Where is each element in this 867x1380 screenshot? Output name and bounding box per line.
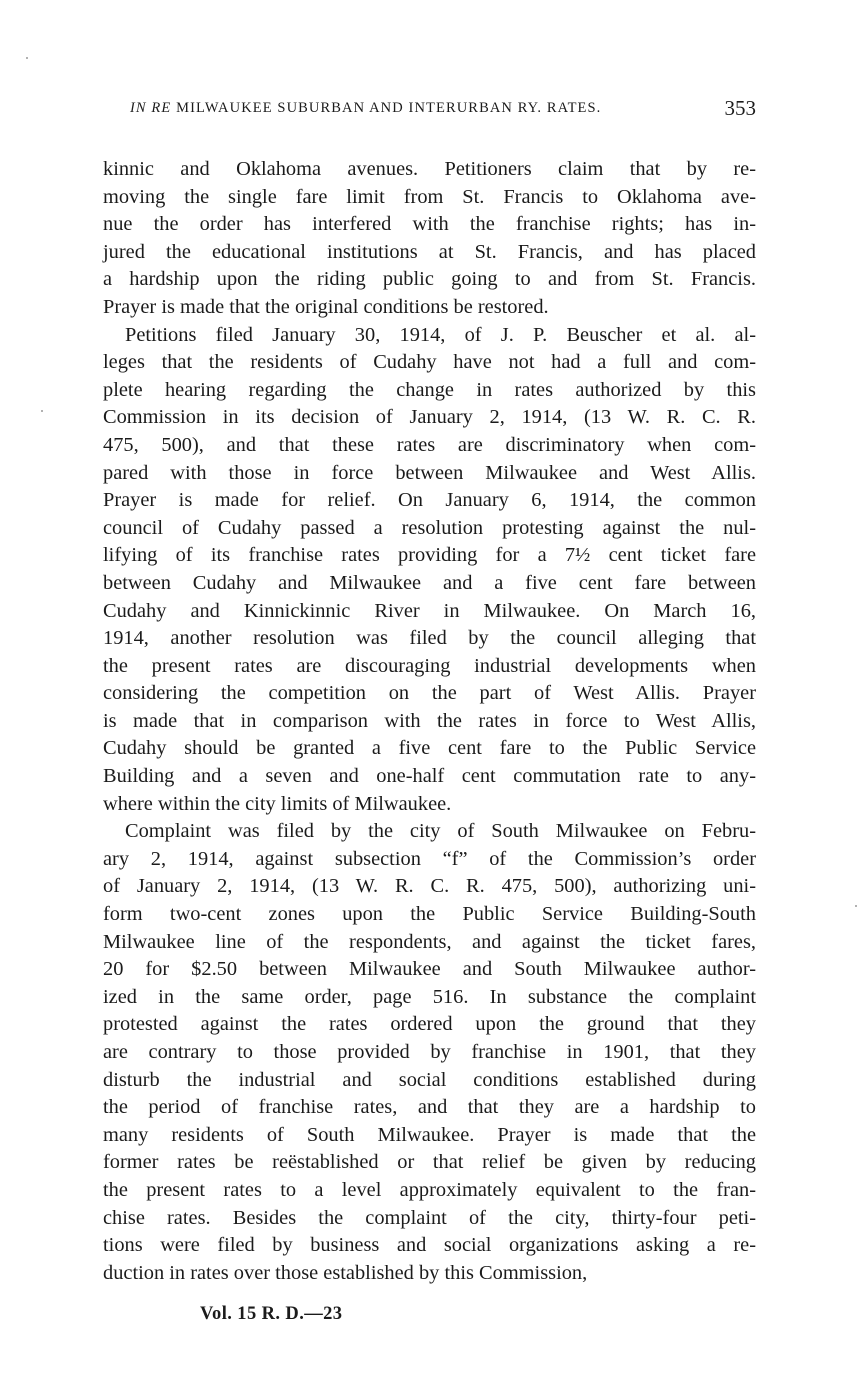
text-line: jured the educational institutions at St. Francis, and has placed [103,240,756,263]
text-line: considering the competition on the part of West Allis. Prayer [103,682,756,705]
signature-line: Vol. 15 R. D.—23 [200,1304,343,1324]
text-line: Milwaukee line of the respondents, and against the ticket fares, [103,930,756,953]
text-line: Prayer is made that the original conditions be restored. [103,295,549,318]
text-line: nue the order has interfered with the franchise rights; has in- [103,213,756,236]
text-line: Prayer is made for relief. On January 6, 1914, the common [103,489,756,512]
text-line: Cudahy and Kinnickinnic River in Milwaukee. On March 16, [103,599,756,622]
page-number: 353 [724,96,756,120]
text-line: disturb the industrial and social conditions established during [103,1068,756,1091]
text-line: a hardship upon the riding public going to and from St. Francis. [103,268,756,291]
text-line: is made that in comparison with the rates in force to West Allis, [103,709,756,732]
scan-speck [41,410,43,412]
text-line: tions were filed by business and social organizations asking a re- [103,1234,756,1257]
text-line: lifying of its franchise rates providing for a 7½ cent ticket fare [103,544,756,567]
text-line: moving the single fare limit from St. Francis to Oklahoma ave- [103,185,756,208]
text-line: ary 2, 1914, against subsection “f” of the Commission’s order [103,847,756,870]
text-line: 20 for $2.50 between Milwaukee and South Milwaukee author- [103,958,756,981]
text-line: council of Cudahy passed a resolution protesting against the nul- [103,516,756,539]
text-line: of January 2, 1914, (13 W. R. C. R. 475, 500), authorizing uni- [103,875,756,898]
body-text [103,156,756,1287]
text-line: where within the city limits of Milwaukee. [103,792,452,815]
text-line: leges that the residents of Cudahy have not had a full and com- [103,351,756,374]
text-line: between Cudahy and Milwaukee and a five cent fare between [103,571,756,594]
text-line: ized in the same order, page 516. In substance the complaint [103,985,756,1008]
text-line: duction in rates over those established by this Commission, [103,1261,588,1284]
scan-speck [26,57,28,59]
text-line: kinnic and Oklahoma avenues. Petitioners claim that by re- [103,158,756,180]
paragraph [103,322,756,819]
text-line: Cudahy should be granted a five cent fare to the Public Service [103,737,756,760]
text-line: Complaint was filed by the city of South Milwaukee on Febru- [125,820,756,843]
text-line: the present rates to a level approximately equivalent to the fran- [103,1178,756,1201]
text-line: 1914, another resolution was filed by the council alleging that [103,627,756,650]
paragraph [103,818,756,1287]
paragraph [103,156,756,322]
text-line: protested against the rates ordered upon the ground that they [103,1013,756,1036]
text-line: pared with those in force between Milwaukee and West Allis. [103,461,756,484]
text-line: former rates be reëstablished or that relief be given by reducing [103,1151,756,1174]
text-line: chise rates. Besides the complaint of the city, thirty-four peti- [103,1206,756,1229]
text-line: are contrary to those provided by franchise in 1901, that they [103,1041,756,1063]
running-head-case-prefix: IN RE [130,100,172,116]
text-line: form two-cent zones upon the Public Service Building-South [103,903,756,926]
text-line: 475, 500), and that these rates are discriminatory when com- [103,433,756,456]
text-line: Building and a seven and one-half cent commutation rate to any- [103,765,756,788]
text-line: Petitions filed January 30, 1914, of J. P. Beuscher et al. al- [125,323,756,346]
running-head [130,96,756,130]
text-line: Commission in its decision of January 2, 1914, (13 W. R. C. R. [103,406,756,429]
text-line: many residents of South Milwaukee. Prayer is made that the [103,1123,756,1146]
text-line: plete hearing regarding the change in rates authorized by this [103,378,756,401]
scan-speck [855,905,857,907]
text-line: the present rates are discouraging industrial developments when [103,654,756,677]
text-line: the period of franchise rates, and that they are a hardship to [103,1096,756,1119]
running-head-title: MILWAUKEE SUBURBAN AND INTERURBAN RY. RATES. [176,100,602,116]
